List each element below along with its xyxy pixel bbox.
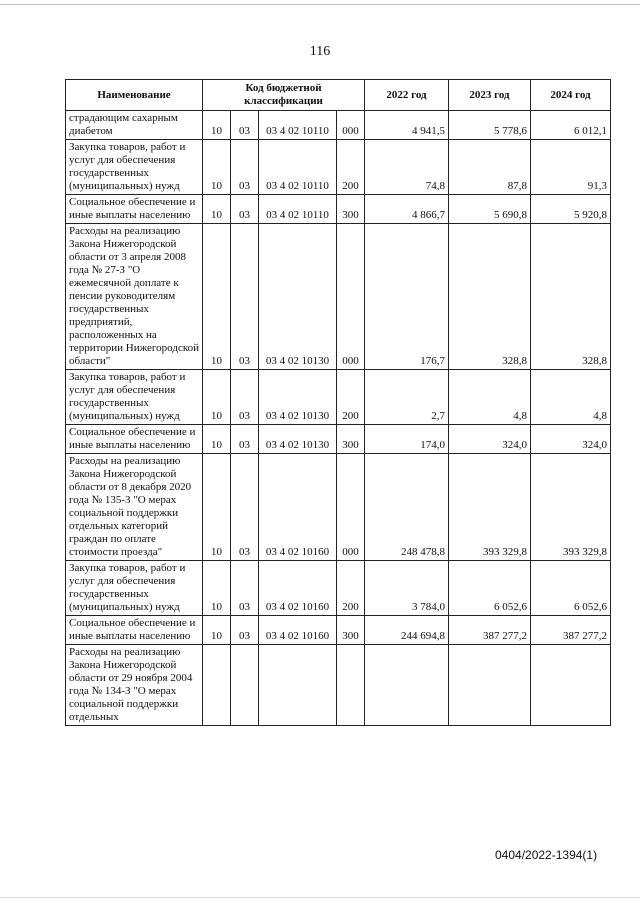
cell-subsection: 03: [231, 370, 259, 425]
cell-name: страдающим сахарным диабетом: [66, 111, 203, 140]
header-name: Наименование: [66, 80, 203, 111]
table-row: [66, 645, 611, 726]
cell-subsection: 03: [231, 616, 259, 645]
table-row: [66, 370, 611, 425]
top-scan-rule: [0, 4, 640, 5]
cell-name: Закупка товаров, работ и услуг для обеспечения государственных (муниципальных) нужд: [66, 140, 203, 195]
cell-amount-2022: 3 784,0: [365, 561, 449, 616]
cell-subsection: 03: [231, 425, 259, 454]
cell-section: 10: [203, 616, 231, 645]
cell-amount-2023: 6 052,6: [449, 561, 531, 616]
cell-amount-2024: 4,8: [531, 370, 611, 425]
cell-amount-2024: 6 012,1: [531, 111, 611, 140]
table-row: [66, 111, 611, 140]
cell-target-code: 03 4 02 10130: [259, 224, 337, 370]
cell-subsection: 03: [231, 140, 259, 195]
cell-target-code: 03 4 02 10130: [259, 370, 337, 425]
table-row: [66, 425, 611, 454]
cell-amount-2023: 387 277,2: [449, 616, 531, 645]
cell-expense-type: 000: [337, 224, 365, 370]
cell-name: Расходы на реализацию Закона Нижегородской области от 3 апреля 2008 года № 27-З "О ежемесячной доплате к пенсии руководителям государственных предприятий, расположенных на территории Нижегородской области": [66, 224, 203, 370]
cell-amount-2024: 324,0: [531, 425, 611, 454]
cell-name: Закупка товаров, работ и услуг для обеспечения государственных (муниципальных) нужд: [66, 370, 203, 425]
cell-amount-2022: 244 694,8: [365, 616, 449, 645]
cell-amount-2024: 5 920,8: [531, 195, 611, 224]
cell-subsection: 03: [231, 111, 259, 140]
header-2022: 2022 год: [365, 80, 449, 111]
cell-amount-2022: 4 941,5: [365, 111, 449, 140]
cell-subsection: 03: [231, 224, 259, 370]
cell-amount-2022: 2,7: [365, 370, 449, 425]
cell-subsection: 03: [231, 195, 259, 224]
cell-section: 10: [203, 425, 231, 454]
cell-expense-type: 300: [337, 425, 365, 454]
cell-amount-2024: 387 277,2: [531, 616, 611, 645]
table-row: [66, 224, 611, 370]
cell-amount-2023: 5 778,6: [449, 111, 531, 140]
cell-amount-2022: 4 866,7: [365, 195, 449, 224]
table-body: [66, 111, 611, 726]
cell-section: 10: [203, 370, 231, 425]
cell-expense-type: 000: [337, 111, 365, 140]
cell-amount-2022: [365, 645, 449, 726]
cell-section: 10: [203, 111, 231, 140]
cell-expense-type: [337, 645, 365, 726]
cell-subsection: [231, 645, 259, 726]
cell-section: 10: [203, 140, 231, 195]
cell-expense-type: 200: [337, 370, 365, 425]
cell-amount-2022: 174,0: [365, 425, 449, 454]
cell-amount-2022: 176,7: [365, 224, 449, 370]
cell-amount-2022: 248 478,8: [365, 454, 449, 561]
cell-expense-type: 200: [337, 140, 365, 195]
table-header: [66, 80, 611, 111]
cell-expense-type: 300: [337, 616, 365, 645]
cell-target-code: 03 4 02 10110: [259, 140, 337, 195]
cell-section: 10: [203, 561, 231, 616]
table-row: [66, 616, 611, 645]
cell-amount-2024: 393 329,8: [531, 454, 611, 561]
cell-amount-2024: 328,8: [531, 224, 611, 370]
cell-expense-type: 300: [337, 195, 365, 224]
cell-subsection: 03: [231, 454, 259, 561]
cell-target-code: 03 4 02 10160: [259, 454, 337, 561]
cell-target-code: 03 4 02 10130: [259, 425, 337, 454]
cell-section: 10: [203, 454, 231, 561]
cell-name: Социальное обеспечение и иные выплаты населению: [66, 425, 203, 454]
table-row: [66, 140, 611, 195]
cell-name: Расходы на реализацию Закона Нижегородской области от 29 ноября 2004 года № 134-З "О мерах социальной поддержки отдельных: [66, 645, 203, 726]
cell-target-code: 03 4 02 10160: [259, 561, 337, 616]
cell-name: Расходы на реализацию Закона Нижегородской области от 8 декабря 2020 года № 135-З "О мерах социальной поддержки отдельных категорий граждан по оплате стоимости проезда": [66, 454, 203, 561]
cell-target-code: 03 4 02 10110: [259, 195, 337, 224]
cell-target-code: 03 4 02 10110: [259, 111, 337, 140]
cell-section: [203, 645, 231, 726]
cell-name: Закупка товаров, работ и услуг для обеспечения государственных (муниципальных) нужд: [66, 561, 203, 616]
cell-amount-2023: 324,0: [449, 425, 531, 454]
cell-target-code: [259, 645, 337, 726]
cell-amount-2023: 5 690,8: [449, 195, 531, 224]
page-number: 116: [309, 44, 331, 59]
header-code: Код бюджетной классификации: [203, 80, 365, 111]
cell-amount-2023: 87,8: [449, 140, 531, 195]
budget-table: [65, 79, 611, 726]
cell-amount-2024: 6 052,6: [531, 561, 611, 616]
table-row: [66, 195, 611, 224]
cell-amount-2024: [531, 645, 611, 726]
cell-amount-2023: 328,8: [449, 224, 531, 370]
cell-amount-2022: 74,8: [365, 140, 449, 195]
cell-section: 10: [203, 195, 231, 224]
table-row: [66, 454, 611, 561]
cell-subsection: 03: [231, 561, 259, 616]
header-2023: 2023 год: [449, 80, 531, 111]
header-2024: 2024 год: [531, 80, 611, 111]
cell-amount-2023: 393 329,8: [449, 454, 531, 561]
bottom-scan-rule: [0, 897, 640, 898]
cell-expense-type: 000: [337, 454, 365, 561]
cell-amount-2024: 91,3: [531, 140, 611, 195]
table-row: [66, 561, 611, 616]
cell-target-code: 03 4 02 10160: [259, 616, 337, 645]
cell-expense-type: 200: [337, 561, 365, 616]
cell-name: Социальное обеспечение и иные выплаты населению: [66, 616, 203, 645]
cell-section: 10: [203, 224, 231, 370]
document-number: 0404/2022-1394(1): [495, 848, 598, 862]
cell-amount-2023: [449, 645, 531, 726]
cell-name: Социальное обеспечение и иные выплаты населению: [66, 195, 203, 224]
cell-amount-2023: 4,8: [449, 370, 531, 425]
